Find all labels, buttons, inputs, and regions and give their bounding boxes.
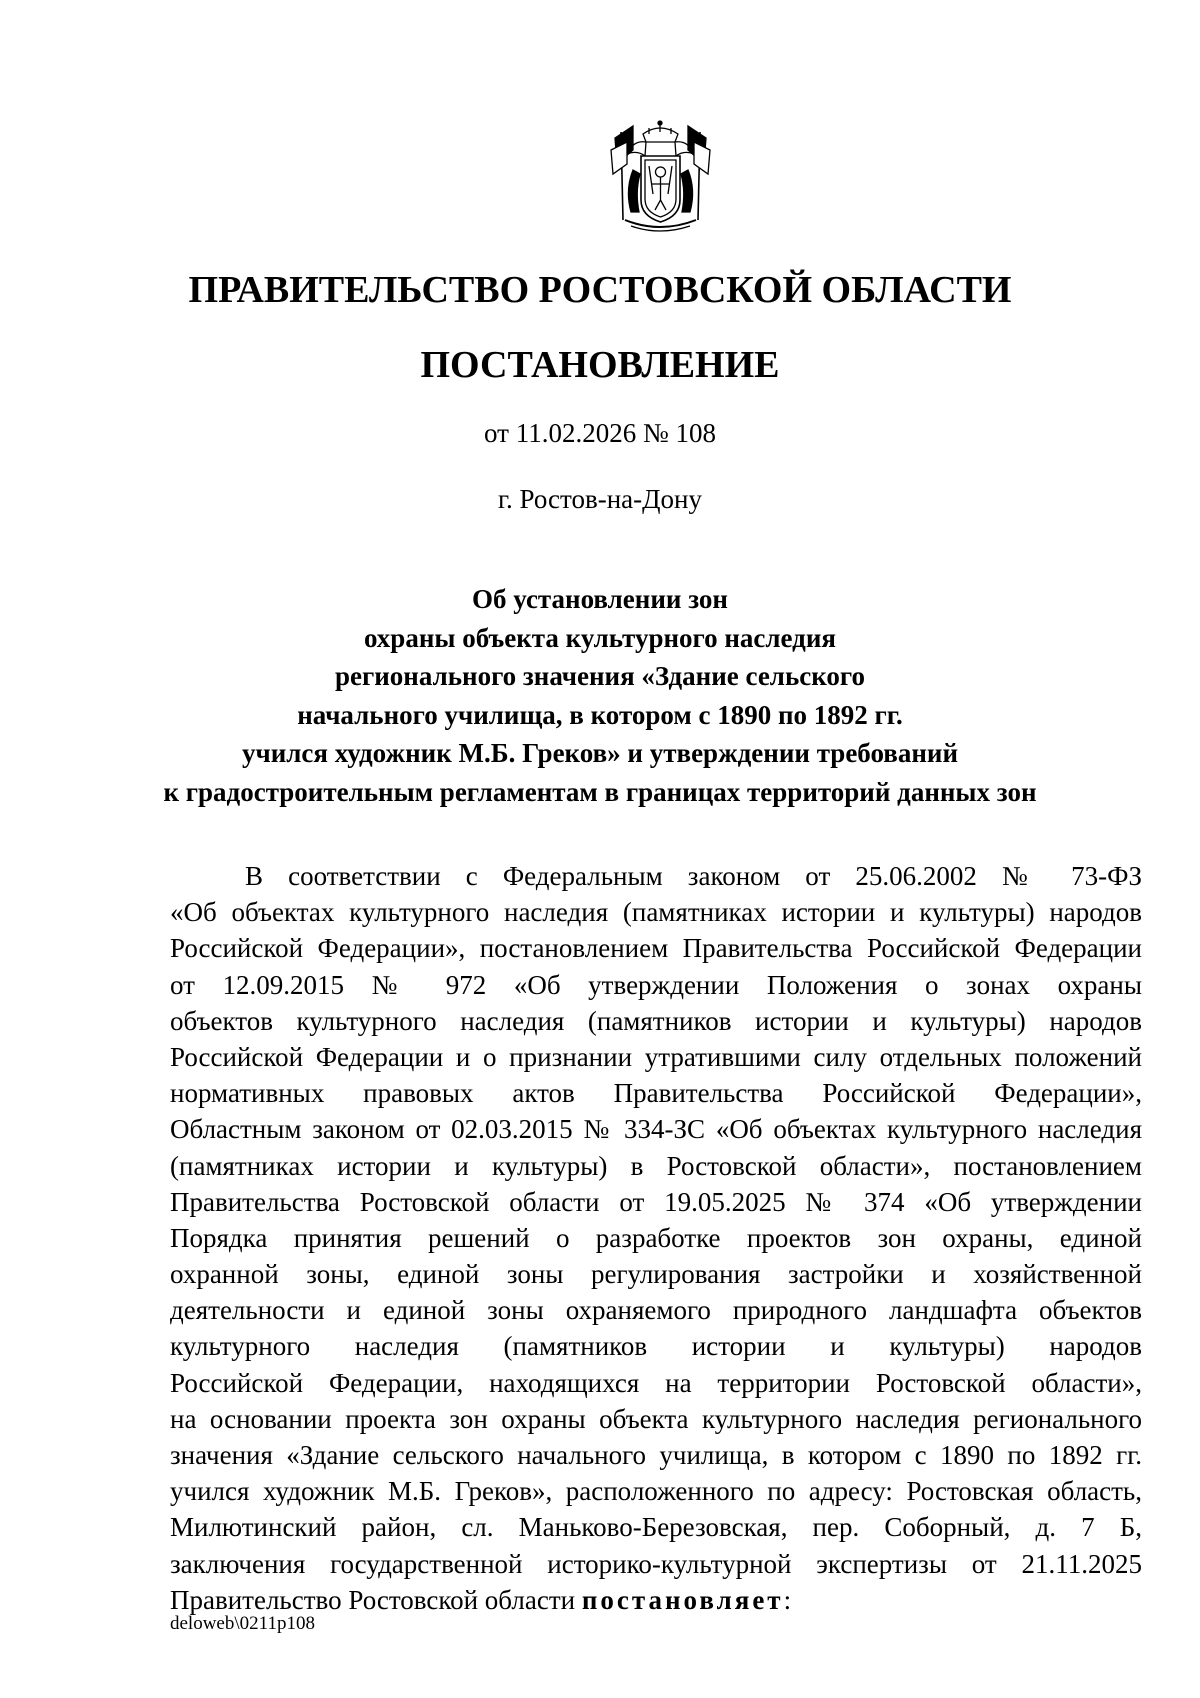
body-line: учился художник М.Б. Греков», расположенного по адресу: Ростовская область, — [170, 1476, 1142, 1507]
decree-word: постановляет — [581, 1584, 784, 1615]
body-line: Милютинский район, сл. Маньково-Березовская, пер. Соборный, д. 7 Б, — [170, 1512, 1142, 1543]
body-line: Порядка принятия решений о разработке проектов зон охраны, единой — [170, 1222, 1142, 1253]
organization-name: ПРАВИТЕЛЬСТВО РОСТОВСКОЙ ОБЛАСТИ — [188, 269, 1012, 311]
document-title — [0, 580, 1200, 811]
document-date-number: от 11.02.2026 № 108 — [484, 418, 716, 448]
body-line: Российской Федерации, находящихся на территории Ростовской области», — [170, 1367, 1142, 1398]
document-type: ПОСТАНОВЛЕНИЕ — [420, 344, 780, 386]
body-line: на основании проекта зон охраны объекта культурного наследия регионального — [170, 1403, 1142, 1434]
body-line: нормативных правовых актов Правительства Российской Федерации», — [170, 1078, 1142, 1109]
final-line-colon: : — [783, 1584, 792, 1615]
body-line: Российской Федерации», постановлением Правительства Российской Федерации — [170, 933, 1142, 964]
body-line: деятельности и единой зоны охраняемого природного ландшафта объектов — [170, 1295, 1142, 1326]
document-city: г. Ростов-на-Дону — [497, 484, 702, 514]
body-line: В соответствии с Федеральным законом от 25.06.2002 № 73-ФЗ — [245, 861, 1142, 891]
title-line: начального училища, в котором с 1890 по 1892 гг. — [297, 699, 903, 730]
body-line: от 12.09.2015 № 972 «Об утверждении Положения о зонах охраны — [170, 969, 1142, 1000]
body-line: Областным законом от 02.03.2015 № 334-ЗС «Об объектах культурного наследия — [170, 1114, 1142, 1145]
title-line: учился художник М.Б. Греков» и утверждении требований — [241, 738, 959, 768]
final-line-text: Правительство Ростовской области — [170, 1584, 582, 1615]
title-line: к градостроительным регламентам в границах территорий данных зон — [163, 776, 1037, 807]
body-line: (памятниках истории и культуры) в Ростовской области», постановлением — [170, 1150, 1142, 1181]
coat-of-arms-icon — [603, 120, 718, 235]
document-body — [170, 858, 1142, 1618]
title-line: охраны объекта культурного наследия — [363, 622, 837, 653]
body-line: «Об объектах культурного наследия (памятниках истории и культуры) народов — [170, 897, 1142, 928]
body-line: культурного наследия (памятников истории и культуры) народов — [170, 1331, 1142, 1362]
body-line: объектов культурного наследия (памятников истории и культуры) народов — [170, 1005, 1142, 1036]
body-line: значения «Здание сельского начального училища, в котором с 1890 по 1892 гг. — [170, 1440, 1142, 1470]
body-line: заключения государственной историко-культурной экспертизы от 21.11.2025 — [170, 1548, 1142, 1579]
title-line: Об установлении зон — [472, 584, 728, 614]
body-line: охранной зоны, единой зоны регулирования застройки и хозяйственной — [170, 1259, 1142, 1290]
document-footer-code: deloweb\0211p108 — [170, 1613, 315, 1634]
body-final-line — [170, 1582, 1142, 1618]
body-line: Правительства Ростовской области от 19.05.2025 № 374 «Об утверждении — [170, 1186, 1142, 1217]
title-line: регионального значения «Здание сельского — [334, 661, 866, 691]
body-line: Российской Федерации и о признании утратившими силу отдельных положений — [170, 1041, 1142, 1072]
